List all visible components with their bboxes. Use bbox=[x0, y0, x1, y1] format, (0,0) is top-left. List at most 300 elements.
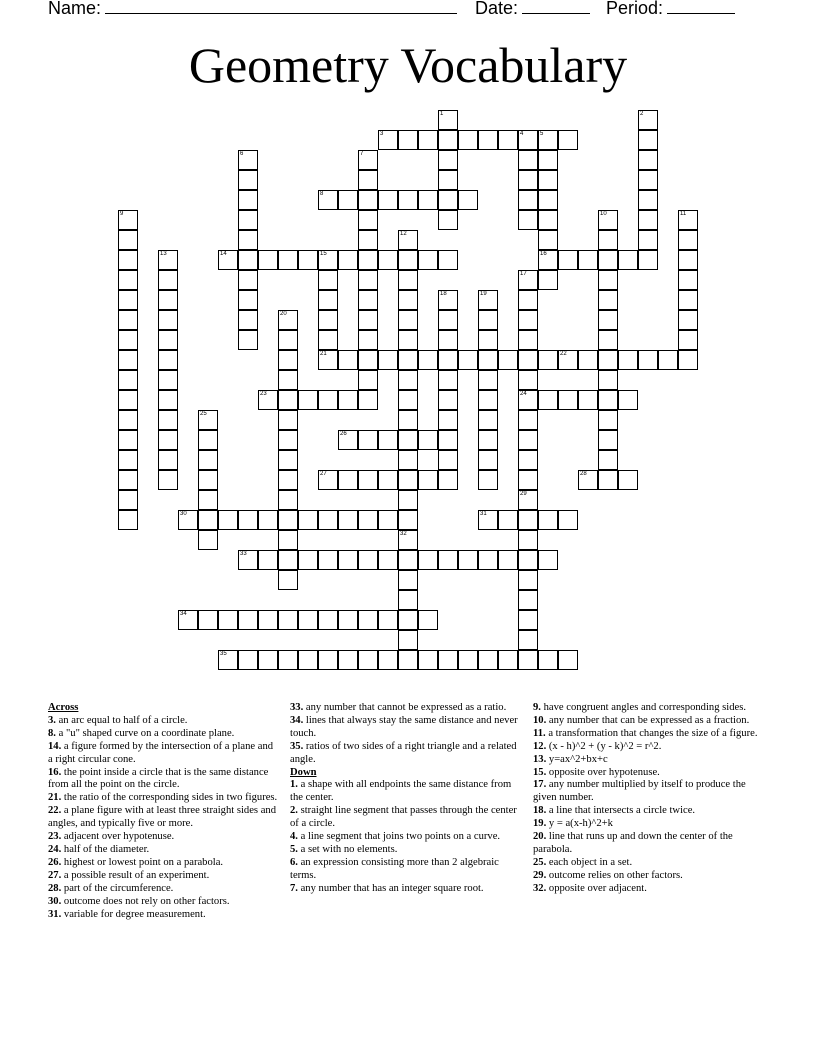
grid-cell[interactable] bbox=[678, 230, 698, 250]
grid-cell[interactable] bbox=[498, 130, 518, 150]
grid-cell[interactable] bbox=[158, 310, 178, 330]
grid-cell[interactable] bbox=[238, 610, 258, 630]
grid-cell[interactable] bbox=[278, 390, 298, 410]
grid-cell[interactable] bbox=[518, 130, 538, 150]
grid-cell[interactable] bbox=[358, 250, 378, 270]
grid-cell[interactable] bbox=[278, 350, 298, 370]
grid-cell[interactable] bbox=[358, 190, 378, 210]
grid-cell[interactable] bbox=[198, 410, 218, 430]
grid-cell[interactable] bbox=[658, 350, 678, 370]
grid-cell[interactable] bbox=[198, 510, 218, 530]
grid-cell[interactable] bbox=[318, 550, 338, 570]
grid-cell[interactable] bbox=[118, 430, 138, 450]
grid-cell[interactable] bbox=[278, 330, 298, 350]
grid-cell[interactable] bbox=[438, 290, 458, 310]
grid-cell[interactable] bbox=[278, 410, 298, 430]
grid-cell[interactable] bbox=[398, 270, 418, 290]
clue-item bbox=[48, 792, 278, 805]
grid-cell[interactable] bbox=[118, 350, 138, 370]
grid-cell[interactable] bbox=[238, 210, 258, 230]
grid-cell[interactable] bbox=[438, 250, 458, 270]
grid-cell[interactable] bbox=[118, 210, 138, 230]
grid-cell[interactable] bbox=[538, 210, 558, 230]
grid-cell[interactable] bbox=[638, 210, 658, 230]
grid-cell[interactable] bbox=[338, 430, 358, 450]
grid-cell[interactable] bbox=[678, 250, 698, 270]
grid-cell[interactable] bbox=[518, 390, 538, 410]
grid-cell[interactable] bbox=[158, 430, 178, 450]
grid-cell[interactable] bbox=[258, 510, 278, 530]
grid-cell[interactable] bbox=[218, 650, 238, 670]
grid-cell[interactable] bbox=[438, 470, 458, 490]
grid-cell[interactable] bbox=[338, 390, 358, 410]
grid-cell[interactable] bbox=[358, 370, 378, 390]
grid-cell[interactable] bbox=[118, 450, 138, 470]
grid-cell[interactable] bbox=[438, 190, 458, 210]
grid-cell[interactable] bbox=[438, 550, 458, 570]
grid-cell[interactable] bbox=[518, 550, 538, 570]
grid-cell[interactable] bbox=[598, 310, 618, 330]
grid-cell[interactable] bbox=[478, 290, 498, 310]
grid-cell[interactable] bbox=[158, 450, 178, 470]
grid-cell[interactable] bbox=[438, 350, 458, 370]
grid-cell[interactable] bbox=[538, 170, 558, 190]
grid-cell[interactable] bbox=[338, 510, 358, 530]
grid-cell[interactable] bbox=[318, 350, 338, 370]
grid-cell[interactable] bbox=[458, 550, 478, 570]
grid-cell[interactable] bbox=[458, 130, 478, 150]
grid-cell[interactable] bbox=[358, 350, 378, 370]
grid-cell[interactable] bbox=[318, 290, 338, 310]
grid-cell[interactable] bbox=[118, 510, 138, 530]
grid-cell[interactable] bbox=[538, 150, 558, 170]
grid-cell[interactable] bbox=[358, 210, 378, 230]
grid-cell[interactable] bbox=[118, 290, 138, 310]
grid-cell[interactable] bbox=[198, 470, 218, 490]
grid-cell[interactable] bbox=[398, 650, 418, 670]
grid-cell[interactable] bbox=[458, 350, 478, 370]
grid-cell[interactable] bbox=[418, 130, 438, 150]
grid-cell[interactable] bbox=[398, 530, 418, 550]
grid-cell[interactable] bbox=[638, 150, 658, 170]
grid-cell[interactable] bbox=[398, 590, 418, 610]
grid-cell[interactable] bbox=[558, 350, 578, 370]
grid-cell[interactable] bbox=[378, 190, 398, 210]
grid-cell[interactable] bbox=[238, 150, 258, 170]
grid-cell[interactable] bbox=[358, 330, 378, 350]
grid-cell[interactable] bbox=[638, 250, 658, 270]
grid-cell[interactable] bbox=[398, 570, 418, 590]
grid-cell[interactable] bbox=[678, 210, 698, 230]
grid-cell[interactable] bbox=[318, 610, 338, 630]
grid-cell[interactable] bbox=[358, 610, 378, 630]
grid-cell[interactable] bbox=[158, 350, 178, 370]
grid-cell[interactable] bbox=[558, 650, 578, 670]
grid-cell[interactable] bbox=[318, 270, 338, 290]
grid-cell[interactable] bbox=[318, 470, 338, 490]
grid-cell[interactable] bbox=[358, 650, 378, 670]
grid-cell[interactable] bbox=[638, 350, 658, 370]
grid-cell[interactable] bbox=[598, 250, 618, 270]
grid-cell[interactable] bbox=[518, 290, 538, 310]
grid-cell[interactable] bbox=[638, 230, 658, 250]
grid-cell[interactable] bbox=[298, 250, 318, 270]
grid-cell[interactable] bbox=[638, 110, 658, 130]
grid-cell[interactable] bbox=[598, 210, 618, 230]
grid-cell[interactable] bbox=[538, 270, 558, 290]
grid-cell[interactable] bbox=[478, 130, 498, 150]
grid-cell[interactable] bbox=[578, 250, 598, 270]
grid-cell[interactable] bbox=[278, 570, 298, 590]
grid-cell[interactable] bbox=[418, 470, 438, 490]
grid-cell[interactable] bbox=[318, 310, 338, 330]
grid-cell[interactable] bbox=[158, 470, 178, 490]
grid-cell[interactable] bbox=[238, 550, 258, 570]
grid-cell[interactable] bbox=[358, 150, 378, 170]
clues-column-3 bbox=[533, 702, 763, 896]
grid-cell[interactable] bbox=[558, 390, 578, 410]
grid-cell[interactable] bbox=[518, 350, 538, 370]
grid-cell[interactable] bbox=[318, 250, 338, 270]
grid-cell[interactable] bbox=[518, 330, 538, 350]
grid-cell[interactable] bbox=[158, 270, 178, 290]
grid-cell[interactable] bbox=[598, 330, 618, 350]
grid-cell[interactable] bbox=[518, 410, 538, 430]
grid-cell[interactable] bbox=[118, 250, 138, 270]
grid-cell[interactable] bbox=[638, 170, 658, 190]
grid-cell[interactable] bbox=[578, 470, 598, 490]
grid-cell[interactable] bbox=[518, 190, 538, 210]
grid-cell[interactable] bbox=[578, 350, 598, 370]
grid-cell[interactable] bbox=[238, 330, 258, 350]
grid-cell[interactable] bbox=[318, 510, 338, 530]
grid-cell[interactable] bbox=[358, 430, 378, 450]
grid-cell[interactable] bbox=[438, 170, 458, 190]
grid-cell[interactable] bbox=[498, 550, 518, 570]
grid-cell[interactable] bbox=[618, 470, 638, 490]
grid-cell[interactable] bbox=[118, 410, 138, 430]
grid-cell[interactable] bbox=[198, 490, 218, 510]
grid-cell[interactable] bbox=[438, 450, 458, 470]
grid-cell[interactable] bbox=[278, 490, 298, 510]
grid-cell[interactable] bbox=[378, 610, 398, 630]
grid-cell[interactable] bbox=[438, 330, 458, 350]
grid-cell[interactable] bbox=[118, 310, 138, 330]
grid-cell[interactable] bbox=[378, 350, 398, 370]
clue-number: 22 bbox=[560, 351, 567, 357]
grid-cell[interactable] bbox=[178, 510, 198, 530]
grid-cell[interactable] bbox=[518, 310, 538, 330]
grid-cell[interactable] bbox=[418, 550, 438, 570]
grid-cell[interactable] bbox=[338, 190, 358, 210]
grid-cell[interactable] bbox=[278, 430, 298, 450]
grid-cell[interactable] bbox=[278, 650, 298, 670]
grid-cell[interactable] bbox=[338, 650, 358, 670]
grid-cell[interactable] bbox=[118, 370, 138, 390]
grid-cell[interactable] bbox=[398, 330, 418, 350]
grid-cell[interactable] bbox=[378, 550, 398, 570]
grid-cell[interactable] bbox=[518, 210, 538, 230]
grid-cell[interactable] bbox=[438, 310, 458, 330]
grid-cell[interactable] bbox=[478, 390, 498, 410]
grid-cell[interactable] bbox=[198, 610, 218, 630]
grid-cell[interactable] bbox=[538, 390, 558, 410]
grid-cell[interactable] bbox=[378, 510, 398, 530]
grid-cell[interactable] bbox=[198, 450, 218, 470]
grid-cell[interactable] bbox=[538, 550, 558, 570]
grid-cell[interactable] bbox=[238, 230, 258, 250]
grid-cell[interactable] bbox=[298, 510, 318, 530]
grid-cell[interactable] bbox=[518, 650, 538, 670]
grid-cell[interactable] bbox=[298, 550, 318, 570]
grid-cell[interactable] bbox=[398, 190, 418, 210]
grid-cell[interactable] bbox=[438, 650, 458, 670]
grid-cell[interactable] bbox=[238, 190, 258, 210]
grid-cell[interactable] bbox=[358, 550, 378, 570]
grid-cell[interactable] bbox=[438, 130, 458, 150]
grid-cell[interactable] bbox=[398, 510, 418, 530]
grid-cell[interactable] bbox=[278, 310, 298, 330]
grid-cell[interactable] bbox=[278, 250, 298, 270]
grid-cell[interactable] bbox=[238, 650, 258, 670]
grid-cell[interactable] bbox=[158, 390, 178, 410]
grid-cell[interactable] bbox=[678, 350, 698, 370]
grid-cell[interactable] bbox=[518, 630, 538, 650]
grid-cell[interactable] bbox=[498, 650, 518, 670]
grid-cell[interactable] bbox=[398, 450, 418, 470]
grid-cell[interactable] bbox=[598, 390, 618, 410]
grid-cell[interactable] bbox=[538, 190, 558, 210]
grid-cell[interactable] bbox=[398, 310, 418, 330]
grid-cell[interactable] bbox=[538, 650, 558, 670]
grid-cell[interactable] bbox=[298, 650, 318, 670]
grid-cell[interactable] bbox=[558, 510, 578, 530]
grid-cell[interactable] bbox=[518, 450, 538, 470]
grid-cell[interactable] bbox=[478, 310, 498, 330]
grid-cell[interactable] bbox=[678, 310, 698, 330]
grid-cell[interactable] bbox=[478, 330, 498, 350]
grid-cell[interactable] bbox=[398, 130, 418, 150]
grid-cell[interactable] bbox=[678, 330, 698, 350]
grid-cell[interactable] bbox=[478, 470, 498, 490]
grid-cell[interactable] bbox=[118, 470, 138, 490]
grid-cell[interactable] bbox=[118, 490, 138, 510]
grid-cell[interactable] bbox=[538, 130, 558, 150]
grid-cell[interactable] bbox=[398, 230, 418, 250]
grid-cell[interactable] bbox=[238, 250, 258, 270]
grid-cell[interactable] bbox=[418, 190, 438, 210]
grid-cell[interactable] bbox=[338, 550, 358, 570]
grid-cell[interactable] bbox=[678, 290, 698, 310]
grid-cell[interactable] bbox=[478, 430, 498, 450]
grid-cell[interactable] bbox=[238, 510, 258, 530]
grid-cell[interactable] bbox=[598, 450, 618, 470]
grid-cell[interactable] bbox=[338, 610, 358, 630]
grid-cell[interactable] bbox=[398, 630, 418, 650]
grid-cell[interactable] bbox=[438, 110, 458, 130]
grid-cell[interactable] bbox=[518, 510, 538, 530]
grid-cell[interactable] bbox=[598, 430, 618, 450]
grid-cell[interactable] bbox=[158, 330, 178, 350]
grid-cell[interactable] bbox=[318, 190, 338, 210]
grid-cell[interactable] bbox=[318, 330, 338, 350]
grid-cell[interactable] bbox=[418, 430, 438, 450]
grid-cell[interactable] bbox=[398, 390, 418, 410]
grid-cell[interactable] bbox=[678, 270, 698, 290]
grid-cell[interactable] bbox=[438, 410, 458, 430]
grid-cell[interactable] bbox=[158, 370, 178, 390]
grid-cell[interactable] bbox=[278, 510, 298, 530]
grid-cell[interactable] bbox=[318, 650, 338, 670]
grid-cell[interactable] bbox=[518, 370, 538, 390]
grid-cell[interactable] bbox=[598, 270, 618, 290]
grid-cell[interactable] bbox=[378, 130, 398, 150]
grid-cell[interactable] bbox=[598, 370, 618, 390]
grid-cell[interactable] bbox=[378, 250, 398, 270]
grid-cell[interactable] bbox=[358, 290, 378, 310]
grid-cell[interactable] bbox=[418, 250, 438, 270]
grid-cell[interactable] bbox=[518, 530, 538, 550]
grid-cell[interactable] bbox=[118, 330, 138, 350]
grid-cell[interactable] bbox=[418, 350, 438, 370]
grid-cell[interactable] bbox=[598, 350, 618, 370]
grid-cell[interactable] bbox=[518, 470, 538, 490]
grid-cell[interactable] bbox=[358, 310, 378, 330]
grid-cell[interactable] bbox=[218, 250, 238, 270]
grid-cell[interactable] bbox=[538, 510, 558, 530]
grid-cell[interactable] bbox=[238, 290, 258, 310]
grid-cell[interactable] bbox=[558, 250, 578, 270]
grid-cell[interactable] bbox=[298, 390, 318, 410]
grid-cell[interactable] bbox=[518, 490, 538, 510]
grid-cell[interactable] bbox=[458, 650, 478, 670]
grid-cell[interactable] bbox=[458, 190, 478, 210]
grid-cell[interactable] bbox=[358, 510, 378, 530]
grid-cell[interactable] bbox=[398, 610, 418, 630]
grid-cell[interactable] bbox=[618, 390, 638, 410]
grid-cell[interactable] bbox=[478, 550, 498, 570]
grid-cell[interactable] bbox=[398, 350, 418, 370]
grid-cell[interactable] bbox=[438, 430, 458, 450]
grid-cell[interactable] bbox=[518, 430, 538, 450]
grid-cell[interactable] bbox=[438, 370, 458, 390]
grid-cell[interactable] bbox=[398, 550, 418, 570]
grid-cell[interactable] bbox=[178, 610, 198, 630]
grid-cell[interactable] bbox=[398, 470, 418, 490]
grid-cell[interactable] bbox=[118, 230, 138, 250]
grid-cell[interactable] bbox=[358, 230, 378, 250]
grid-cell[interactable] bbox=[478, 650, 498, 670]
grid-cell[interactable] bbox=[618, 350, 638, 370]
grid-cell[interactable] bbox=[378, 650, 398, 670]
grid-cell[interactable] bbox=[258, 650, 278, 670]
grid-cell[interactable] bbox=[358, 390, 378, 410]
grid-cell[interactable] bbox=[278, 610, 298, 630]
grid-cell[interactable] bbox=[598, 230, 618, 250]
grid-cell[interactable] bbox=[598, 410, 618, 430]
grid-cell[interactable] bbox=[478, 450, 498, 470]
grid-cell[interactable] bbox=[398, 370, 418, 390]
grid-cell[interactable] bbox=[478, 350, 498, 370]
grid-cell[interactable] bbox=[158, 250, 178, 270]
grid-cell[interactable] bbox=[278, 550, 298, 570]
grid-cell[interactable] bbox=[218, 510, 238, 530]
grid-cell[interactable] bbox=[478, 370, 498, 390]
grid-cell[interactable] bbox=[538, 350, 558, 370]
grid-cell[interactable] bbox=[438, 390, 458, 410]
grid-cell[interactable] bbox=[498, 510, 518, 530]
grid-cell[interactable] bbox=[418, 610, 438, 630]
grid-cell[interactable] bbox=[518, 270, 538, 290]
grid-cell[interactable] bbox=[258, 250, 278, 270]
grid-cell[interactable] bbox=[258, 390, 278, 410]
grid-cell[interactable] bbox=[518, 150, 538, 170]
grid-cell[interactable] bbox=[578, 390, 598, 410]
grid-cell[interactable] bbox=[518, 610, 538, 630]
grid-cell[interactable] bbox=[398, 430, 418, 450]
grid-cell[interactable] bbox=[378, 470, 398, 490]
grid-cell[interactable] bbox=[498, 350, 518, 370]
grid-cell[interactable] bbox=[198, 430, 218, 450]
grid-cell[interactable] bbox=[358, 270, 378, 290]
grid-cell[interactable] bbox=[318, 390, 338, 410]
grid-cell[interactable] bbox=[158, 410, 178, 430]
grid-cell[interactable] bbox=[478, 410, 498, 430]
grid-cell[interactable] bbox=[538, 230, 558, 250]
grid-cell[interactable] bbox=[258, 610, 278, 630]
grid-cell[interactable] bbox=[338, 470, 358, 490]
grid-cell[interactable] bbox=[278, 470, 298, 490]
grid-cell[interactable] bbox=[398, 250, 418, 270]
grid-cell[interactable] bbox=[598, 470, 618, 490]
grid-cell[interactable] bbox=[358, 170, 378, 190]
grid-cell[interactable] bbox=[398, 410, 418, 430]
grid-cell[interactable] bbox=[238, 310, 258, 330]
grid-cell[interactable] bbox=[638, 190, 658, 210]
grid-cell[interactable] bbox=[398, 290, 418, 310]
grid-cell[interactable] bbox=[518, 170, 538, 190]
grid-cell[interactable] bbox=[298, 610, 318, 630]
grid-cell[interactable] bbox=[338, 250, 358, 270]
grid-cell[interactable] bbox=[358, 470, 378, 490]
grid-cell[interactable] bbox=[538, 250, 558, 270]
grid-cell[interactable] bbox=[258, 550, 278, 570]
grid-cell[interactable] bbox=[198, 530, 218, 550]
grid-cell[interactable] bbox=[598, 290, 618, 310]
grid-cell[interactable] bbox=[618, 250, 638, 270]
grid-cell[interactable] bbox=[238, 270, 258, 290]
grid-cell[interactable] bbox=[118, 390, 138, 410]
grid-cell[interactable] bbox=[158, 290, 178, 310]
grid-cell[interactable] bbox=[218, 610, 238, 630]
grid-cell[interactable] bbox=[418, 650, 438, 670]
grid-cell[interactable] bbox=[438, 210, 458, 230]
grid-cell[interactable] bbox=[378, 430, 398, 450]
grid-cell[interactable] bbox=[238, 170, 258, 190]
grid-cell[interactable] bbox=[518, 590, 538, 610]
grid-cell[interactable] bbox=[398, 490, 418, 510]
grid-cell[interactable] bbox=[478, 510, 498, 530]
grid-cell[interactable] bbox=[558, 130, 578, 150]
grid-cell[interactable] bbox=[278, 370, 298, 390]
grid-cell[interactable] bbox=[518, 570, 538, 590]
grid-cell[interactable] bbox=[278, 450, 298, 470]
grid-cell[interactable] bbox=[638, 130, 658, 150]
grid-cell[interactable] bbox=[438, 150, 458, 170]
grid-cell[interactable] bbox=[118, 270, 138, 290]
grid-cell[interactable] bbox=[338, 350, 358, 370]
grid-cell[interactable] bbox=[278, 530, 298, 550]
